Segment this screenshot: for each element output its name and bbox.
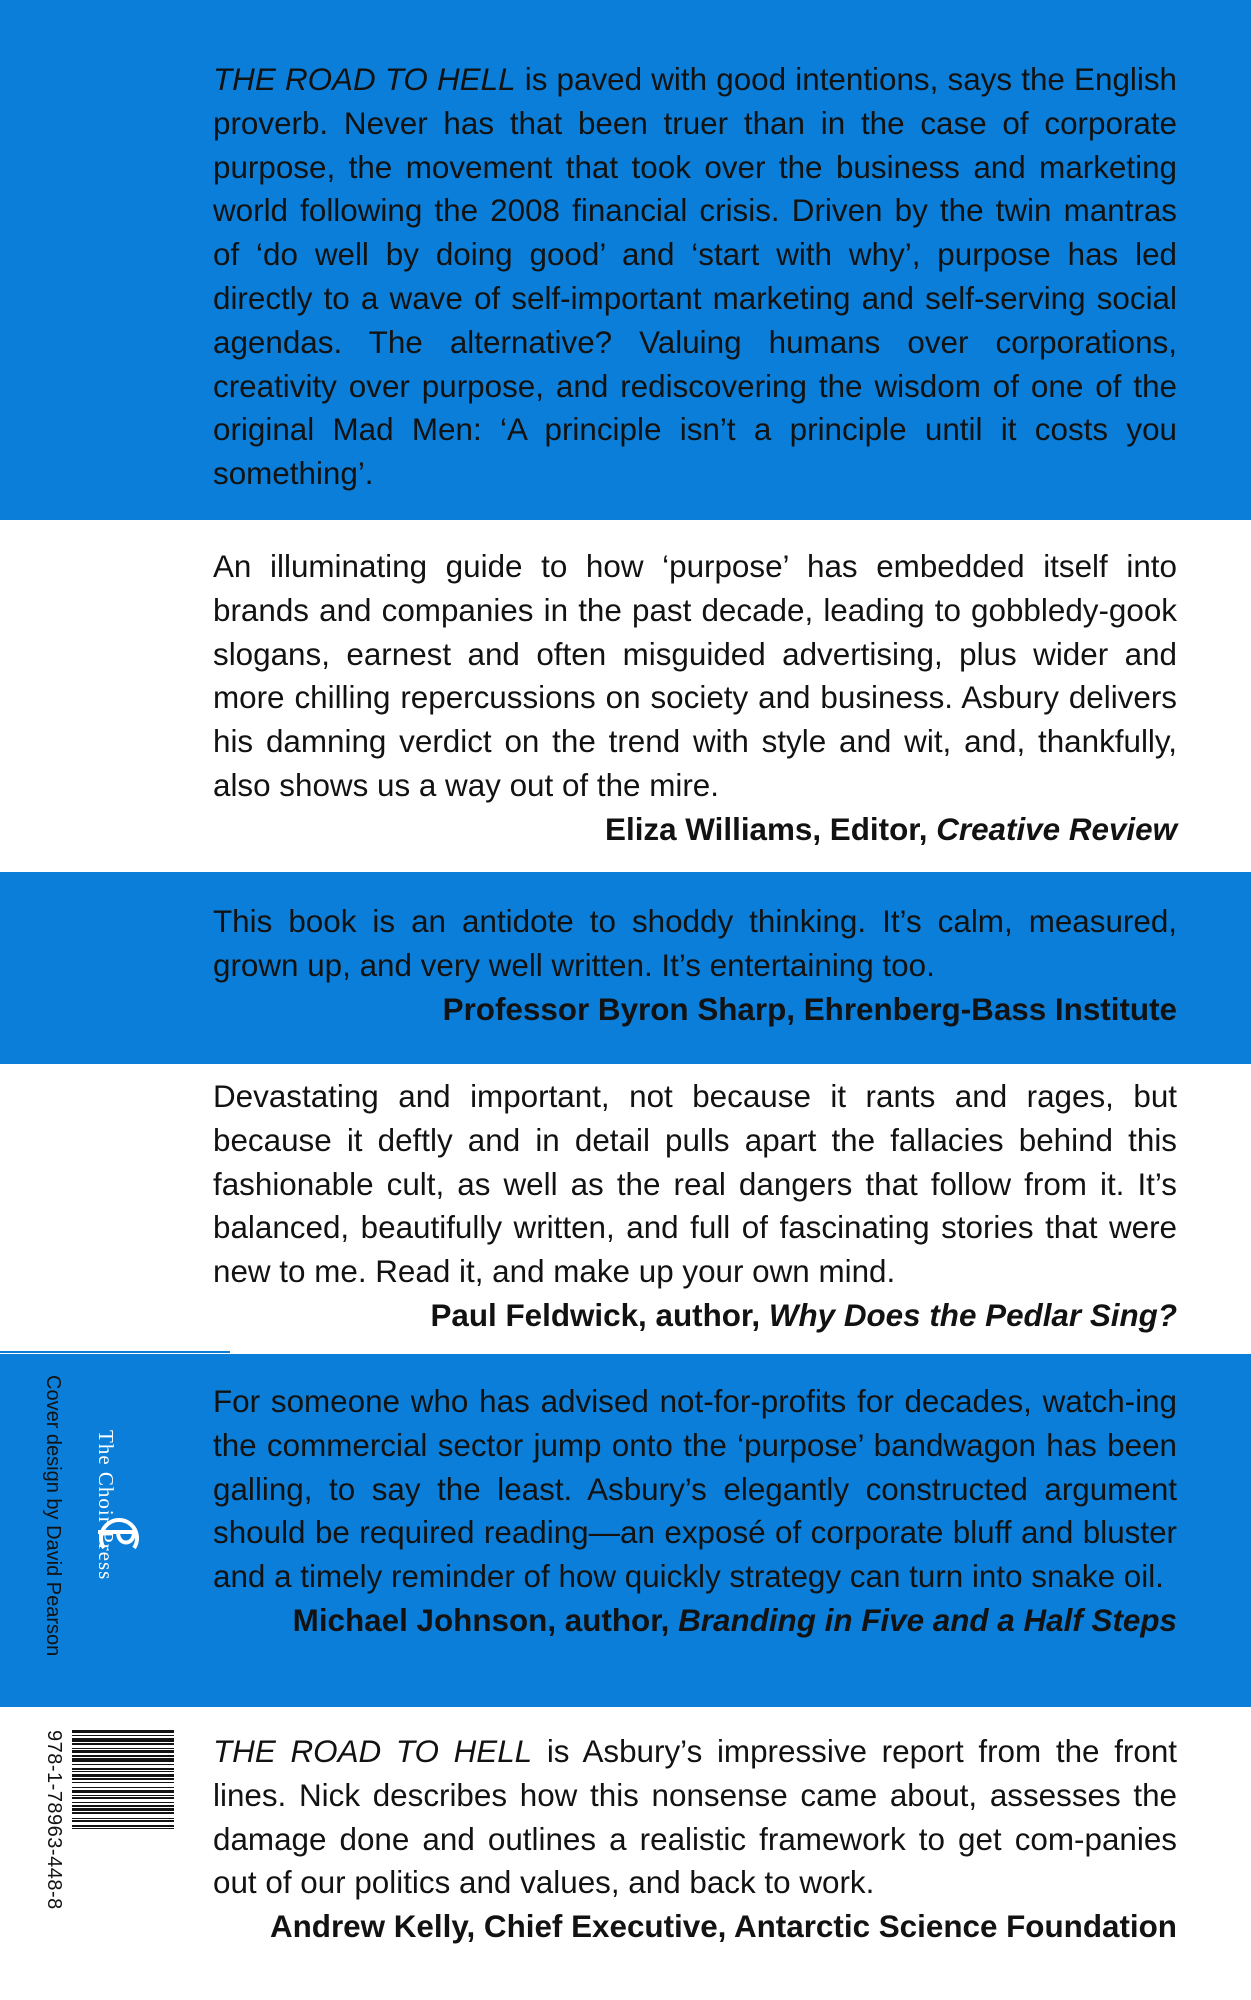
- barcode-bar: [72, 1730, 174, 1733]
- barcode-bar: [72, 1828, 174, 1829]
- review-3-work: Why Does the Pedlar Sing?: [768, 1297, 1177, 1333]
- review-5-body: is Asbury’s impressive report from the front lines. Nick describes how this nonsense came about, assesses the damage done and outlines a realistic framework to get com-panies out of our politics and values, and back to work.: [213, 1734, 1177, 1901]
- barcode-bar: [72, 1778, 174, 1780]
- barcode-bar: [72, 1755, 174, 1757]
- blurb-text: is paved with good intentions, says the English proverb. Never has that been truer than in the case of corporate purpose, the movement that took over the business and marketing world following the 2008 financial crisis. Driven by the twin mantras of ‘do well by doing good’ and ‘start with why’, purpose has led directly to a wave of self-important marketing and self-serving social agendas. The alternative? Valuing humans over corporations, creativity over purpose, and rediscovering the wisdom of one of the original Mad Men: ‘A principle isn’t a principle until it costs you something’.: [213, 62, 1178, 492]
- blurb-paragraph: [213, 58, 1177, 496]
- review-4-author: Michael Johnson, author,: [292, 1602, 679, 1638]
- review-5-attribution: [213, 1905, 1177, 1949]
- barcode-graphic: [72, 1730, 174, 1950]
- review-3-attribution: [213, 1294, 1177, 1338]
- barcode-bar: [72, 1782, 174, 1783]
- barcode-bar: [72, 1774, 174, 1777]
- barcode-bar: [72, 1802, 174, 1803]
- barcode-bar: [72, 1808, 174, 1811]
- review-2-attribution: [213, 988, 1177, 1032]
- review-1-work: Creative Review: [936, 811, 1177, 847]
- review-2-text: This book is an antidote to shoddy thinking. It’s calm, measured, grown up, and very well written. It’s entertaining too.: [213, 904, 1177, 983]
- barcode-bar: [72, 1812, 174, 1814]
- barcode-bar: [72, 1787, 174, 1788]
- review-1-attribution: [213, 808, 1177, 852]
- review-5-title: THE ROAD TO HELL: [213, 1734, 533, 1769]
- barcode-area: [38, 1730, 174, 1950]
- divider-line: [0, 1351, 230, 1353]
- review-5-author: Andrew Kelly, Chief Executive, Antarctic Science Foundation: [269, 1909, 1177, 1945]
- barcode-bar: [72, 1771, 174, 1772]
- cover-credit: [36, 1375, 64, 1685]
- barcode-bar: [72, 1750, 174, 1753]
- blurb-block: [213, 58, 1177, 496]
- review-4-attribution: [213, 1599, 1177, 1643]
- review-4-text: For someone who has advised not-for-profits for decades, watch-ing the commercial sector jump onto the ‘purpose’ bandwagon has been galling, to say the least. Asbury’s elegantly constructed argument should be required reading—an exposé of corporate bluff and bluster and a timely reminder of how quickly strategy can turn into snake oil.: [213, 1384, 1177, 1595]
- barcode-bar: [72, 1758, 174, 1762]
- review-3-author: Paul Feldwick, author,: [430, 1297, 769, 1333]
- review-4: [213, 1380, 1177, 1643]
- review-1: [213, 545, 1177, 852]
- choir-press-logo-icon: [96, 1512, 166, 1558]
- review-2-author: Professor Byron Sharp, Ehrenberg-Bass Institute: [442, 991, 1177, 1027]
- barcode-bar: [72, 1748, 174, 1749]
- review-3: [213, 1075, 1177, 1338]
- barcode-bar: [72, 1764, 174, 1765]
- barcode-bar: [72, 1805, 174, 1807]
- publisher-name: The Choir Press: [94, 1430, 118, 1581]
- barcode-bar: [72, 1768, 174, 1770]
- barcode-bar: [72, 1797, 174, 1799]
- barcode-bar: [72, 1743, 174, 1745]
- cover-credit-text: Cover design by David Pearson: [42, 1375, 64, 1657]
- review-5-text: [213, 1730, 1177, 1905]
- barcode-bar: [72, 1820, 174, 1822]
- review-1-author: Eliza Williams, Editor,: [605, 811, 937, 847]
- blurb-title: THE ROAD TO HELL: [213, 62, 516, 97]
- barcode-bar: [72, 1790, 174, 1793]
- barcode-bar: [72, 1738, 174, 1742]
- barcode-bar: [72, 1735, 174, 1736]
- review-4-work: Branding in Five and a Half Steps: [678, 1602, 1177, 1638]
- barcode-bar: [72, 1818, 174, 1819]
- review-1-text: An illuminating guide to how ‘purpose’ has embedded itself into brands and companies in the past decade, leading to gobbledy-gook slogans, earnest and often misguided advertising, plus wider and more chilling repercussions on society and business. Asbury delivers his damning verdict on the trend with style and wit, and, thankfully, also shows us a way out of the mire.: [213, 549, 1177, 803]
- isbn-number: 978-1-78963-448-8: [43, 1730, 65, 1910]
- review-5: [213, 1730, 1177, 1949]
- barcode-bar: [72, 1795, 174, 1796]
- review-3-text: Devastating and important, not because it rants and rages, but because it deftly and in detail pulls apart the fallacies behind this fashionable cult, as well as the real dangers that follow from it. It’s balanced, beautifully written, and full of fascinating stories that were new to me. Read it, and make up your own mind.: [213, 1079, 1177, 1290]
- review-2: [213, 900, 1177, 1031]
- barcode-bar: [72, 1825, 174, 1827]
